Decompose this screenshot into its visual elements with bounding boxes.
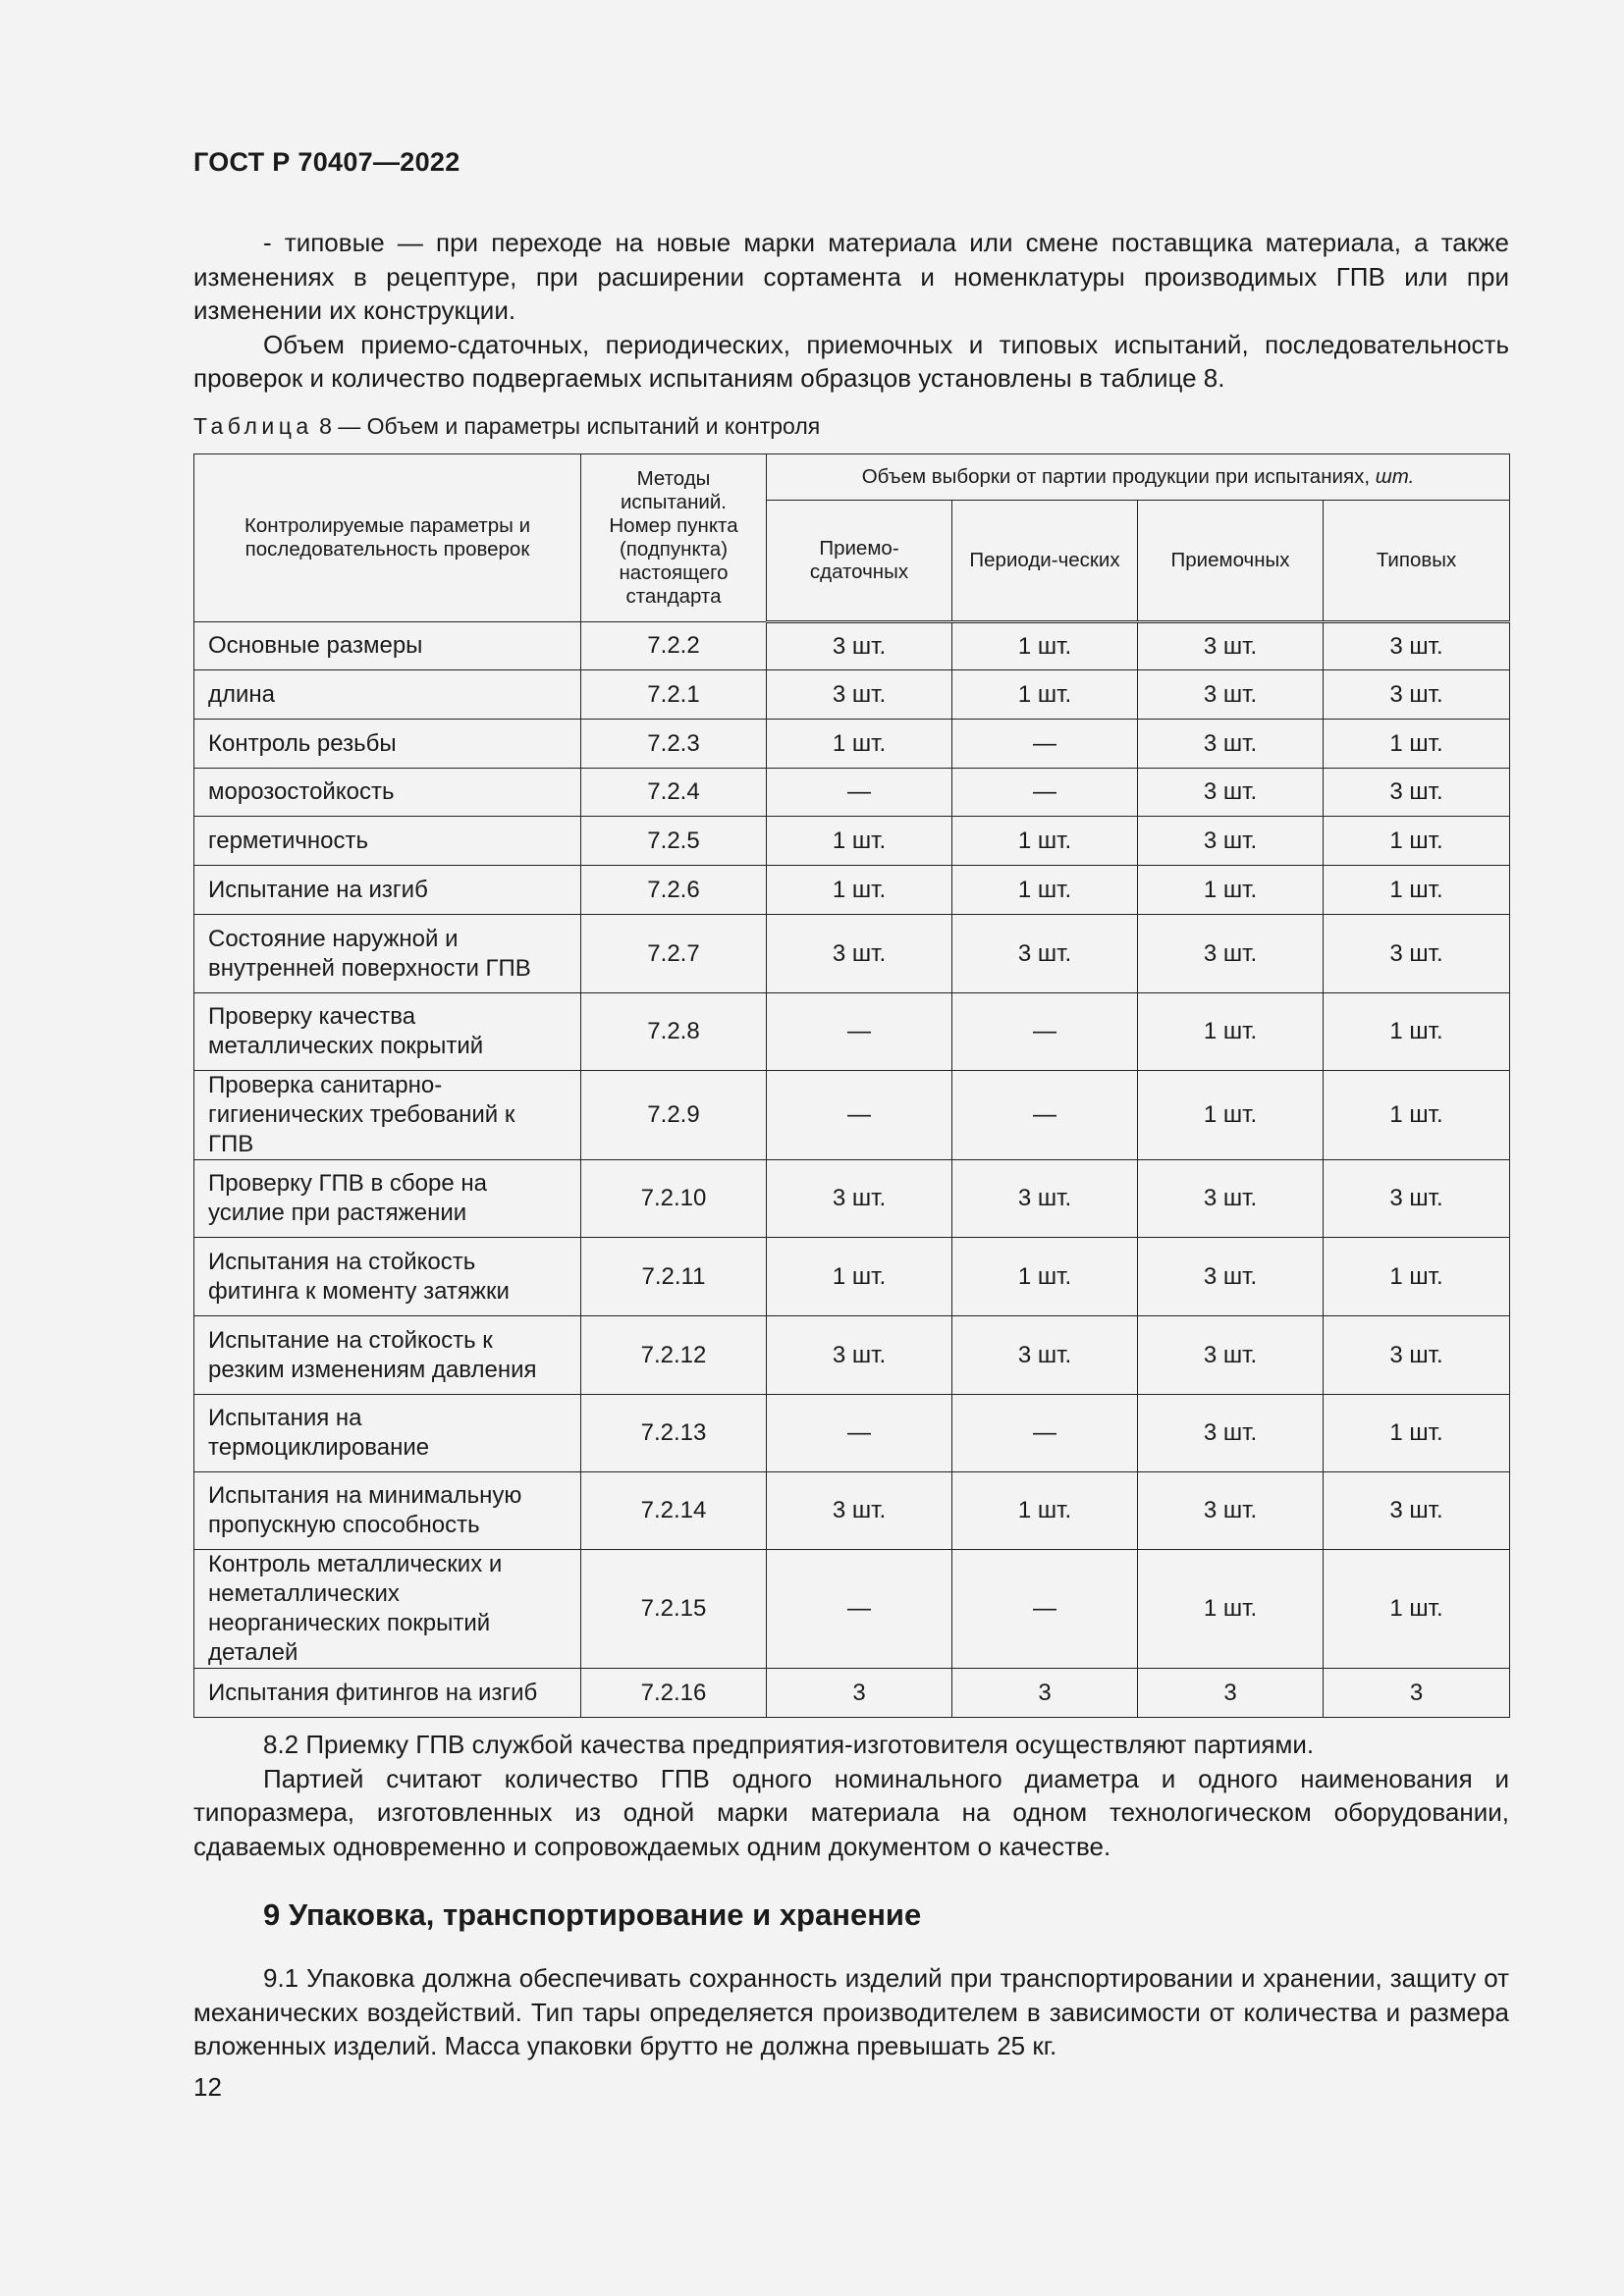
intro-text — [193, 226, 1509, 396]
cell-sample-v3: 3 шт. — [1138, 769, 1324, 817]
cell-sample-v3: 3 шт. — [1138, 1395, 1324, 1472]
cell-param: Испытания фитингов на изгиб — [194, 1669, 581, 1718]
cell-param: герметичность — [194, 817, 581, 866]
table-caption — [193, 413, 820, 440]
header-sample-unit: шт. — [1375, 465, 1415, 488]
paragraph-test-scope: Объем приемо-сдаточных, периодических, приемочных и типовых испытаний, последовательность проверок и количество подвергаемых испытаниям образцов установлены в таблице 8. — [193, 329, 1509, 393]
section-text — [193, 1961, 1509, 2063]
cell-method: 7.2.7 — [581, 915, 767, 993]
cell-sample-v2: 3 шт. — [952, 1160, 1138, 1238]
table-row — [194, 866, 1510, 915]
cell-param: Проверку ГПВ в сборе на усилие при растяжении — [194, 1160, 581, 1238]
cell-sample-v1: — — [767, 1395, 952, 1472]
cell-param: Испытания на стойкость фитинга к моменту затяжки — [194, 1238, 581, 1316]
cell-param: Испытание на стойкость к резким изменениям давления — [194, 1316, 581, 1395]
cell-sample-v1: 3 шт. — [767, 1160, 952, 1238]
table-row — [194, 915, 1510, 993]
cell-method: 7.2.3 — [581, 720, 767, 769]
cell-sample-v2: 1 шт. — [952, 817, 1138, 866]
cell-param: Проверку качества металлических покрытий — [194, 993, 581, 1071]
cell-sample-v3: 1 шт. — [1138, 993, 1324, 1071]
cell-sample-v1: — — [767, 1550, 952, 1669]
cell-sample-v1: 3 шт. — [767, 915, 952, 993]
cell-sample-v4: 3 шт. — [1324, 1316, 1510, 1395]
cell-sample-v4: 1 шт. — [1324, 817, 1510, 866]
cell-method: 7.2.6 — [581, 866, 767, 915]
paragraph-batch-definition: Партией считают количество ГПВ одного номинального диаметра и одного наименования и типоразмера, изготовленных из одной марки материала на одном технологическом оборудовании, сдаваемых одновременно и сопровождаемых одним документом о качестве. — [193, 1763, 1509, 1861]
cell-sample-v3: 1 шт. — [1138, 1071, 1324, 1160]
cell-sample-v3: 3 шт. — [1138, 622, 1324, 670]
cell-sample-v2: 1 шт. — [952, 1238, 1138, 1316]
cell-param: Основные размеры — [194, 622, 581, 670]
cell-sample-v1: — — [767, 1071, 952, 1160]
cell-sample-v3: 3 — [1138, 1669, 1324, 1718]
cell-sample-v4: 1 шт. — [1324, 1071, 1510, 1160]
cell-sample-v1: 3 шт. — [767, 670, 952, 720]
table-row — [194, 622, 1510, 670]
table-row — [194, 1472, 1510, 1550]
cell-method: 7.2.15 — [581, 1550, 767, 1669]
header-sample-group-text: Объем выборки от партии продукции при испытаниях, — [861, 465, 1376, 488]
cell-param: Испытания на термоциклирование — [194, 1395, 581, 1472]
cell-sample-v2: 3 — [952, 1669, 1138, 1718]
cell-method: 7.2.14 — [581, 1472, 767, 1550]
table-row — [194, 1669, 1510, 1718]
cell-sample-v2: 1 шт. — [952, 866, 1138, 915]
cell-sample-v3: 3 шт. — [1138, 1316, 1324, 1395]
cell-sample-v4: 1 шт. — [1324, 720, 1510, 769]
table-row — [194, 769, 1510, 817]
cell-sample-v4: 1 шт. — [1324, 1550, 1510, 1669]
cell-sample-v1: — — [767, 769, 952, 817]
table-caption-label: Таблица — [193, 413, 313, 439]
cell-sample-v1: 3 шт. — [767, 622, 952, 670]
cell-sample-v3: 3 шт. — [1138, 670, 1324, 720]
page-number: 12 — [193, 2072, 222, 2102]
cell-sample-v2: 1 шт. — [952, 670, 1138, 720]
cell-method: 7.2.16 — [581, 1669, 767, 1718]
cell-sample-v1: 3 — [767, 1669, 952, 1718]
document-id-header: ГОСТ Р 70407—2022 — [193, 147, 460, 177]
cell-param: Испытание на изгиб — [194, 866, 581, 915]
cell-param: Состояние наружной и внутренней поверхности ГПВ — [194, 915, 581, 993]
cell-method: 7.2.13 — [581, 1395, 767, 1472]
cell-sample-v1: 1 шт. — [767, 866, 952, 915]
cell-sample-v4: 3 шт. — [1324, 622, 1510, 670]
cell-param: длина — [194, 670, 581, 720]
header-col-acceptance: Приемо-сдаточных — [767, 501, 952, 622]
cell-sample-v4: 3 шт. — [1324, 670, 1510, 720]
table-row — [194, 1071, 1510, 1160]
cell-sample-v2: — — [952, 1550, 1138, 1669]
cell-sample-v2: 1 шт. — [952, 622, 1138, 670]
cell-sample-v1: 1 шт. — [767, 817, 952, 866]
cell-sample-v2: — — [952, 769, 1138, 817]
cell-sample-v2: 1 шт. — [952, 1472, 1138, 1550]
cell-sample-v4: 3 — [1324, 1669, 1510, 1718]
section-title: 9 Упаковка, транспортирование и хранение — [263, 1897, 922, 1932]
cell-sample-v4: 1 шт. — [1324, 993, 1510, 1071]
cell-param: Контроль металлических и неметаллических неорганических покрытий деталей — [194, 1550, 581, 1669]
table-row — [194, 670, 1510, 720]
cell-sample-v1: 1 шт. — [767, 720, 952, 769]
table-body — [194, 622, 1510, 1718]
cell-method: 7.2.11 — [581, 1238, 767, 1316]
cell-sample-v2: — — [952, 993, 1138, 1071]
table-row — [194, 1395, 1510, 1472]
cell-param: Контроль резьбы — [194, 720, 581, 769]
table-row — [194, 720, 1510, 769]
header-col-type: Типовых — [1324, 501, 1510, 622]
header-col-periodic: Периоди-ческих — [952, 501, 1138, 622]
cell-sample-v4: 1 шт. — [1324, 866, 1510, 915]
table-row — [194, 817, 1510, 866]
cell-method: 7.2.1 — [581, 670, 767, 720]
cell-param: Испытания на минимальную пропускную способность — [194, 1472, 581, 1550]
cell-sample-v2: — — [952, 1395, 1138, 1472]
table-row — [194, 1160, 1510, 1238]
cell-sample-v1: 1 шт. — [767, 1238, 952, 1316]
cell-sample-v4: 3 шт. — [1324, 1160, 1510, 1238]
cell-sample-v4: 3 шт. — [1324, 915, 1510, 993]
cell-method: 7.2.5 — [581, 817, 767, 866]
cell-method: 7.2.9 — [581, 1071, 767, 1160]
cell-param: морозостойкость — [194, 769, 581, 817]
cell-sample-v3: 1 шт. — [1138, 1550, 1324, 1669]
table-caption-text: 8 — Объем и параметры испытаний и контроля — [312, 413, 821, 439]
cell-sample-v4: 3 шт. — [1324, 769, 1510, 817]
table-row — [194, 993, 1510, 1071]
cell-sample-v4: 1 шт. — [1324, 1238, 1510, 1316]
cell-sample-v2: — — [952, 720, 1138, 769]
cell-sample-v3: 3 шт. — [1138, 1160, 1324, 1238]
header-col-qualification: Приемочных — [1138, 501, 1324, 622]
cell-method: 7.2.12 — [581, 1316, 767, 1395]
test-parameters-table — [193, 454, 1510, 1718]
table-row — [194, 1316, 1510, 1395]
cell-sample-v3: 1 шт. — [1138, 866, 1324, 915]
cell-sample-v1: 3 шт. — [767, 1472, 952, 1550]
header-param: Контролируемые параметры и последовательность проверок — [194, 454, 581, 622]
cell-sample-v2: 3 шт. — [952, 1316, 1138, 1395]
cell-sample-v1: 3 шт. — [767, 1316, 952, 1395]
table-row — [194, 1238, 1510, 1316]
cell-sample-v2: 3 шт. — [952, 915, 1138, 993]
header-sample-group — [767, 454, 1510, 501]
cell-sample-v3: 3 шт. — [1138, 915, 1324, 993]
cell-sample-v3: 3 шт. — [1138, 720, 1324, 769]
cell-method: 7.2.8 — [581, 993, 767, 1071]
cell-sample-v3: 3 шт. — [1138, 817, 1324, 866]
cell-method: 7.2.10 — [581, 1160, 767, 1238]
paragraph-9-1: 9.1 Упаковка должна обеспечивать сохранность изделий при транспортировании и хранении, защиту от механических воздействий. Тип тары определяется производителем в зависимости от количества и размера вложенных изделий. Масса упаковки брутто не должна превышать 25 кг. — [193, 1963, 1509, 2060]
cell-sample-v2: — — [952, 1071, 1138, 1160]
cell-sample-v3: 3 шт. — [1138, 1238, 1324, 1316]
cell-sample-v4: 1 шт. — [1324, 1395, 1510, 1472]
paragraph-typical-tests: - типовые — при переходе на новые марки материала или смене поставщика материала, а также изменениях в рецептуре, при расширении сортамента и номенклатуры производимых ГПВ или при изменении их конструкции. — [193, 228, 1509, 325]
cell-method: 7.2.4 — [581, 769, 767, 817]
header-method: Методы испытаний. Номер пункта (подпункта) настоящего стандарта — [581, 454, 767, 622]
table-row — [194, 1550, 1510, 1669]
cell-sample-v4: 3 шт. — [1324, 1472, 1510, 1550]
cell-param: Проверка санитарно-гигиенических требований к ГПВ — [194, 1071, 581, 1160]
cell-sample-v3: 3 шт. — [1138, 1472, 1324, 1550]
paragraph-8-2: 8.2 Приемку ГПВ службой качества предприятия-изготовителя осуществляют партиями. — [263, 1730, 1315, 1759]
cell-method: 7.2.2 — [581, 622, 767, 670]
cell-sample-v1: — — [767, 993, 952, 1071]
acceptance-text — [193, 1728, 1509, 1863]
